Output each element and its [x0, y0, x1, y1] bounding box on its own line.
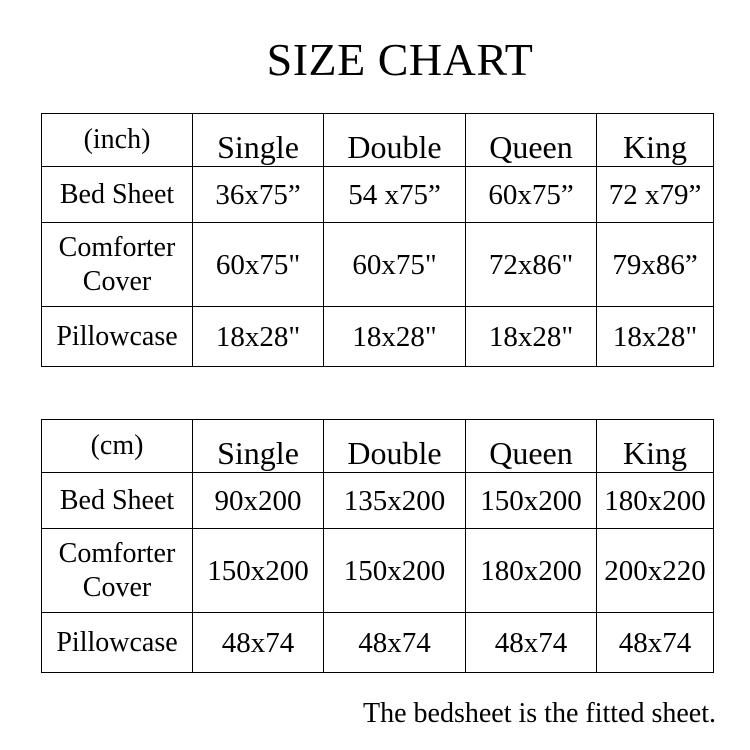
- table-cell: 150x200: [193, 529, 324, 613]
- row-label-pillowcase: Pillowcase: [42, 307, 193, 367]
- table-cell: 48x74: [466, 613, 597, 673]
- table-cell: 18x28": [193, 307, 324, 367]
- table-cell: 180x200: [466, 529, 597, 613]
- table-cell: 200x220: [597, 529, 714, 613]
- row-label-comforter-cover: [42, 529, 193, 613]
- table-row-comforter-cover: [42, 529, 714, 613]
- footnote: The bedsheet is the fitted sheet.: [363, 698, 716, 729]
- table-cell: 18x28": [597, 307, 714, 367]
- column-header-double: Double: [324, 114, 466, 167]
- unit-label: (cm): [42, 420, 193, 473]
- row-label-line: Cover: [82, 265, 152, 297]
- table-row-comforter-cover: [42, 223, 714, 307]
- size-table-inch: [41, 113, 714, 367]
- table-cell: 18x28": [324, 307, 466, 367]
- table-cell: 60x75": [324, 223, 466, 307]
- column-header-queen: Queen: [466, 114, 597, 167]
- table-cell: 79x86”: [597, 223, 714, 307]
- column-header-double: Double: [324, 420, 466, 473]
- column-header-queen: Queen: [466, 420, 597, 473]
- table-cell: 72 x79”: [597, 167, 714, 223]
- row-label-comforter-cover: [42, 223, 193, 307]
- row-label-line: Comforter: [58, 537, 176, 569]
- table-cell: 48x74: [193, 613, 324, 673]
- table-cell: 60x75”: [466, 167, 597, 223]
- table-cell: 150x200: [324, 529, 466, 613]
- row-label-pillowcase: Pillowcase: [42, 613, 193, 673]
- table-cell: 90x200: [193, 473, 324, 529]
- table-cell: 54 x75”: [324, 167, 466, 223]
- table-cell: 48x74: [324, 613, 466, 673]
- table-row-pillowcase: [42, 613, 714, 673]
- row-label-bed-sheet: Bed Sheet: [42, 473, 193, 529]
- table-cell: 150x200: [466, 473, 597, 529]
- column-header-single: Single: [193, 114, 324, 167]
- row-label-bed-sheet: Bed Sheet: [42, 167, 193, 223]
- column-header-king: King: [597, 420, 714, 473]
- size-table-cm: [41, 419, 714, 673]
- column-header-single: Single: [193, 420, 324, 473]
- page-title: SIZE CHART: [266, 34, 534, 85]
- table-row-bed-sheet: [42, 167, 714, 223]
- column-header-king: King: [597, 114, 714, 167]
- table-cell: 135x200: [324, 473, 466, 529]
- row-label-line: Comforter: [58, 231, 176, 263]
- table-cell: 60x75": [193, 223, 324, 307]
- table-row-pillowcase: [42, 307, 714, 367]
- header-row: [42, 114, 714, 167]
- row-label-line: Cover: [82, 571, 152, 603]
- table-cell: 48x74: [597, 613, 714, 673]
- header-row: [42, 420, 714, 473]
- table-cell: 72x86": [466, 223, 597, 307]
- unit-label: (inch): [42, 114, 193, 167]
- table-cell: 36x75”: [193, 167, 324, 223]
- table-cell: 180x200: [597, 473, 714, 529]
- table-row-bed-sheet: [42, 473, 714, 529]
- table-cell: 18x28": [466, 307, 597, 367]
